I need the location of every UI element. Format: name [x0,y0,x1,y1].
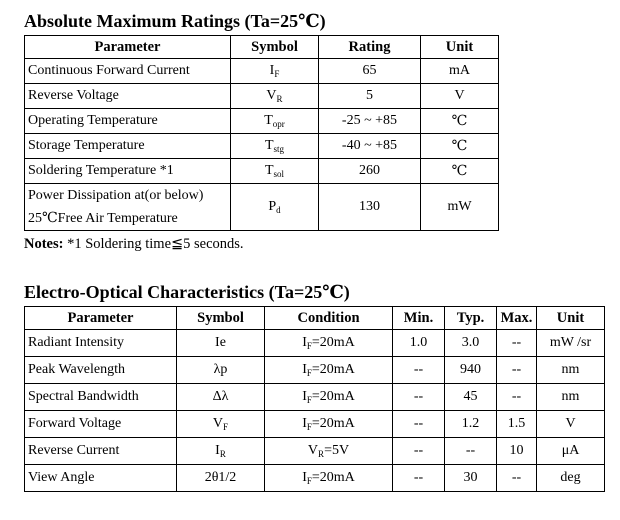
param-cell: Spectral Bandwidth [25,384,177,411]
table-row [25,59,499,84]
table-row [25,109,499,134]
notes-label: Notes: [24,236,64,252]
unit-cell: ℃ [421,159,499,184]
typ-cell: 45 [445,384,497,411]
rating-cell: 130 [319,184,421,231]
notes [24,236,244,253]
param-cell: Reverse Voltage [25,84,231,109]
condition-cell: $I_F=20mA$ [265,330,393,357]
condition-cell: $I_F=20mA$ [265,384,393,411]
header-unit: Unit [421,36,499,59]
symbol-cell: $I_F$ [231,59,319,84]
max-cell: -- [497,384,537,411]
param-cell: Storage Temperature [25,134,231,159]
table-row [25,411,605,438]
param-cell: Peak Wavelength [25,357,177,384]
max-cell: 1.5 [497,411,537,438]
symbol-cell: $V_F$ [177,411,265,438]
symbol-cell: $T_{sol}$ [231,159,319,184]
param-cell: Soldering Temperature *1 [25,159,231,184]
unit-cell: ℃ [421,134,499,159]
rating-cell: 65 [319,59,421,84]
table-row [25,384,605,411]
max-cell: -- [497,357,537,384]
param-cell: Continuous Forward Current [25,59,231,84]
unit-cell: nm [537,384,605,411]
header-min: Min. [393,307,445,330]
condition-cell: $I_F=20mA$ [265,411,393,438]
table-row [25,438,605,465]
max-cell: -- [497,465,537,492]
header-rating: Rating [319,36,421,59]
min-cell: 1.0 [393,330,445,357]
symbol-cell: Δλ [177,384,265,411]
typ-cell: 1.2 [445,411,497,438]
header-typ: Typ. [445,307,497,330]
electro-optical-title: Electro-Optical Characteristics (Ta=25℃) [24,282,350,302]
unit-cell: nm [537,357,605,384]
eo-header-row [25,307,605,330]
min-cell: -- [393,384,445,411]
unit-cell: deg [537,465,605,492]
min-cell: -- [393,465,445,492]
rating-cell: 5 [319,84,421,109]
table-row [25,84,499,109]
header-max: Max. [497,307,537,330]
table-row [25,357,605,384]
unit-cell: ℃ [421,109,499,134]
header-parameter: Parameter [25,307,177,330]
table-row [25,134,499,159]
table-row [25,159,499,184]
unit-cell: mA [421,59,499,84]
typ-cell: 3.0 [445,330,497,357]
abs-max-header-row [25,36,499,59]
abs-max-table [24,35,499,231]
symbol-cell: 2θ1/2 [177,465,265,492]
electro-optical-table [24,306,605,492]
header-condition: Condition [265,307,393,330]
symbol-cell: Ie [177,330,265,357]
max-cell: -- [497,330,537,357]
typ-cell: 940 [445,357,497,384]
notes-text: *1 Soldering time≦5 seconds. [63,236,244,252]
unit-cell: V [537,411,605,438]
rating-cell: -40 ~ +85 [319,134,421,159]
table-row [25,184,499,231]
param-cell: Reverse Current [25,438,177,465]
header-symbol: Symbol [231,36,319,59]
min-cell: -- [393,411,445,438]
condition-cell: $V_R=5V$ [265,438,393,465]
symbol-cell: $V_R$ [231,84,319,109]
table-row [25,330,605,357]
typ-cell: -- [445,438,497,465]
param-cell: View Angle [25,465,177,492]
param-cell: Power Dissipation at(or below) 25℃Free Air Temperature [25,184,231,231]
header-parameter: Parameter [25,36,231,59]
max-cell: 10 [497,438,537,465]
header-unit: Unit [537,307,605,330]
min-cell: -- [393,438,445,465]
param-cell: Forward Voltage [25,411,177,438]
symbol-cell: $P_d$ [231,184,319,231]
unit-cell: μA [537,438,605,465]
rating-cell: 260 [319,159,421,184]
min-cell: -- [393,357,445,384]
symbol-cell: $T_{opr}$ [231,109,319,134]
header-symbol: Symbol [177,307,265,330]
unit-cell: mW /sr [537,330,605,357]
rating-cell: -25 ~ +85 [319,109,421,134]
symbol-cell: λp [177,357,265,384]
symbol-cell: $T_{stg}$ [231,134,319,159]
param-cell: Operating Temperature [25,109,231,134]
condition-cell: $I_F=20mA$ [265,465,393,492]
unit-cell: mW [421,184,499,231]
symbol-cell: $I_R$ [177,438,265,465]
unit-cell: V [421,84,499,109]
typ-cell: 30 [445,465,497,492]
abs-max-title: Absolute Maximum Ratings (Ta=25℃) [24,11,326,31]
table-row [25,465,605,492]
param-cell: Radiant Intensity [25,330,177,357]
condition-cell: $I_F=20mA$ [265,357,393,384]
